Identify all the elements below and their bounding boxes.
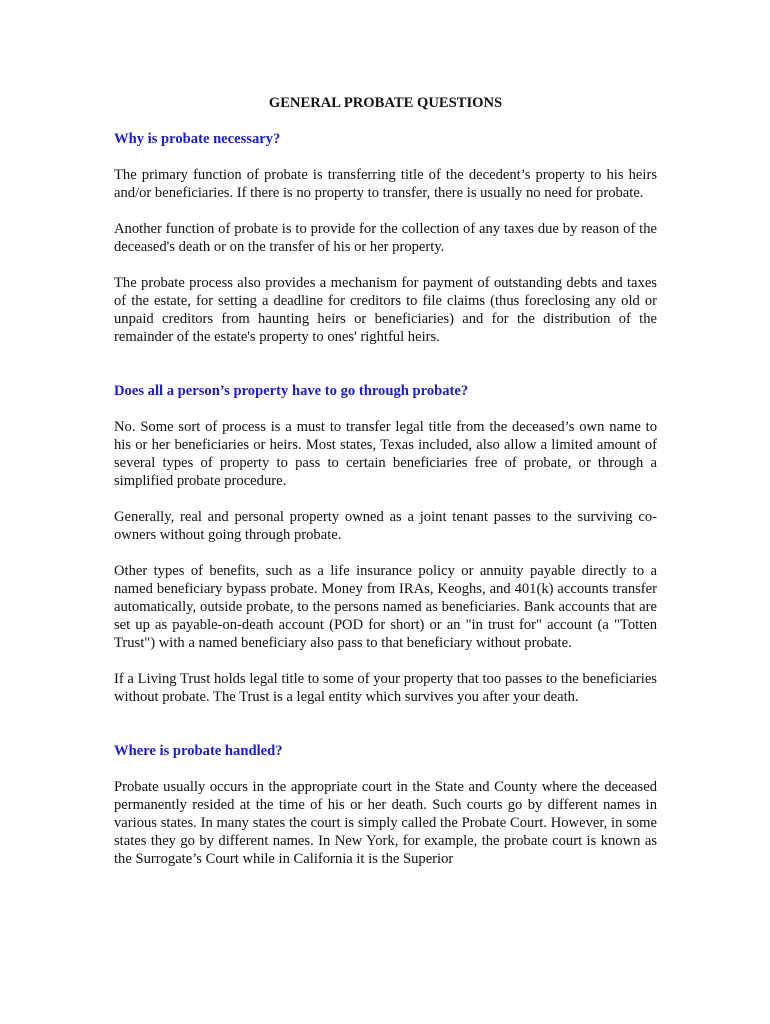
question-heading: Why is probate necessary?: [114, 131, 281, 147]
paragraph: No. Some sort of process is a must to transfer legal title from the deceased’s own name to his or her beneficiaries or heirs. Most states, Texas included, also allow a limited amount of several types of property to pass to certain beneficiaries free of probate, or through a simplified probate procedure.: [114, 419, 657, 489]
question-heading: Where is probate handled?: [114, 743, 283, 759]
document-body: [114, 94, 657, 886]
paragraph: Probate usually occurs in the appropriate court in the State and County where the deceased permanently resided at the time of his or her death. Such courts go by different names in various states. In many states the court is simply called the Probate Court. However, in some states they go by different names. In New York, for example, the probate court is known as the Surrogate’s Court while in California it is the Superior: [114, 779, 657, 867]
paragraph: The primary function of probate is transferring title of the decedent’s property to his heirs and/or beneficiaries. If there is no property to transfer, there is usually no need for probate.: [114, 167, 657, 201]
paragraph: Generally, real and personal property owned as a joint tenant passes to the surviving co-owners without going through probate.: [114, 509, 657, 543]
paragraph: The probate process also provides a mechanism for payment of outstanding debts and taxes of the estate, for setting a deadline for creditors to file claims (thus foreclosing any old or unpaid creditors from haunting heirs or beneficiaries) and for the distribution of the remainder of the estate's property to ones' rightful heirs.: [114, 275, 657, 345]
paragraph: Another function of probate is to provide for the collection of any taxes due by reason of the deceased's death or on the transfer of his or her property.: [114, 221, 657, 255]
page-title: GENERAL PROBATE QUESTIONS: [268, 95, 503, 111]
question-heading: Does all a person’s property have to go through probate?: [114, 383, 469, 399]
paragraph: If a Living Trust holds legal title to some of your property that too passes to the beneficiaries without probate. The Trust is a legal entity which survives you after your death.: [114, 671, 657, 705]
paragraph: Other types of benefits, such as a life insurance policy or annuity payable directly to a named beneficiary bypass probate. Money from IRAs, Keoghs, and 401(k) accounts transfer automatically, outside probate, to the persons named as beneficiaries. Bank accounts that are set up as payable-on-death account (POD for short) or an "in trust for" account (a "Totten Trust") with a named beneficiary also pass to that beneficiary without probate.: [114, 563, 657, 651]
